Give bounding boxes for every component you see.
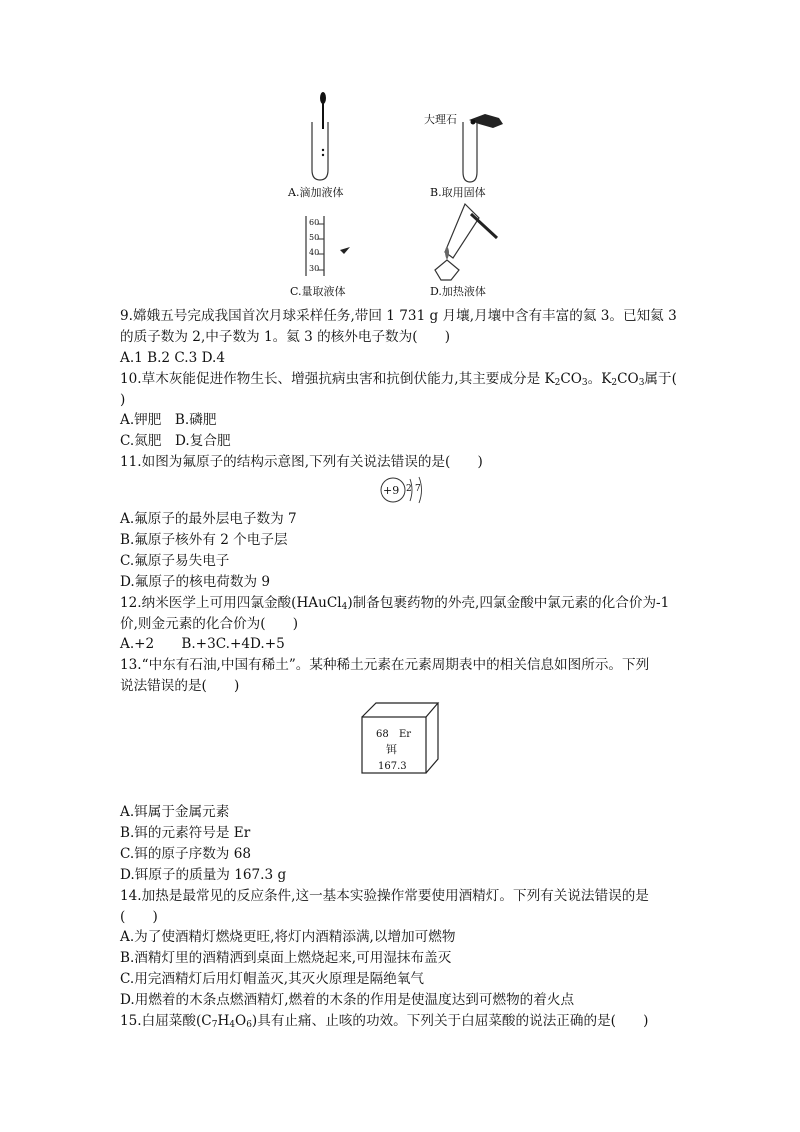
cylinder-tick-50: 50: [309, 233, 320, 242]
q11-option-c: C.氟原子易失电子: [120, 552, 230, 569]
q14-line1: 14.加热是最常见的反应条件,这一基本实验操作常要使用酒精灯。下列有关说法错误的是: [120, 887, 649, 904]
q14-option-c: C.用完酒精灯后用灯帽盖灭,其灭火原理是隔绝氧气: [120, 971, 425, 988]
q15-stem: 15.白屈菜酸$(C_7H_4O_6)$具有止痛、止咳的功效。下列关于白屈菜酸的说法正确的是( ): [120, 1013, 649, 1031]
q13-line1: 13.“中东有石油,中国有稀土”。某种稀土元素在元素周期表中的相关信息如图所示。下列: [120, 657, 650, 674]
question-body: [120, 306, 690, 1032]
q13-option-c: C.铒的原子序数为 68: [120, 845, 252, 862]
q11-option-d: D.氟原子的核电荷数为 9: [120, 573, 271, 590]
dropper-test-tube-figure: [290, 92, 350, 184]
atom-shell1-label: 2: [406, 484, 412, 495]
q12-line2: 价,则金元素的化合价为( ): [120, 615, 299, 632]
element-symbol: Er: [399, 729, 412, 741]
q11-option-b: B.氟原子核外有 2 个电子层: [120, 532, 288, 549]
experiment-figures: [0, 0, 800, 310]
q13-option-a: A.铒属于金属元素: [120, 804, 230, 821]
element-name: 铒: [386, 743, 397, 757]
element-number: 68: [376, 729, 389, 741]
q10-line1: 10.草木灰能促进作物生长、增强抗病虫害和抗倒伏能力,其主要成分是 $K_2CO_3$。$K_2CO_3$属于(: [120, 370, 677, 388]
q10-options-ab: A.钾肥 B.磷肥: [120, 412, 217, 429]
cylinder-tick-40: 40: [309, 248, 320, 257]
atom-shell2-label: 7: [415, 484, 421, 495]
q10-options-cd: C.氮肥 D.复合肥: [120, 433, 231, 450]
q14-option-a: A.为了使酒精灯燃烧更旺,将灯内酒精添满,以增加可燃物: [120, 929, 456, 946]
heating-test-tube-figure: [425, 200, 505, 284]
q12-options: A.+2 B.+3C.+4D.+5: [120, 636, 285, 653]
q14-option-b: B.酒精灯里的酒精洒到桌面上燃烧起来,可用湿抹布盖灭: [120, 950, 452, 967]
q13-line2: 说法错误的是( ): [120, 678, 240, 695]
cylinder-tick-30: 30: [309, 264, 320, 273]
q11-stem: 11.如图为氟原子的结构示意图,下列有关说法错误的是( ): [120, 454, 483, 471]
cylinder-tick-60: 60: [309, 218, 320, 227]
element-mass: 167.3: [378, 761, 407, 773]
periodic-table-cell: [120, 697, 690, 802]
figure-d-caption: D.加热液体: [430, 285, 486, 298]
figure-b-label: 大理石: [424, 113, 457, 126]
q13-option-b: B.铒的元素符号是 Er: [120, 825, 251, 842]
atom-nucleus-label: +9: [383, 484, 400, 498]
q9-line1: 9.嫦娥五号完成我国首次月球采样任务,带回 1 731 g 月壤,月壤中含有丰富的氦 3。已知氦 3: [120, 308, 677, 324]
q13-option-d: D.铒原子的质量为 167.3 g: [120, 866, 287, 883]
q14-option-d: D.用燃着的木条点燃酒精灯,燃着的木条的作用是使温度达到可燃物的着火点: [120, 992, 575, 1009]
figure-b-caption: B.取用固体: [430, 186, 486, 199]
tweezers-test-tube-figure: [455, 108, 510, 188]
q12-line1: 12.纳米医学上可用四氯金酸(HAuCl$_4$)制备包裹药物的外壳,四氯金酸中氯元素的化合价为-1: [120, 594, 670, 612]
q9-line2: 的质子数为 2,中子数为 1。氦 3 的核外电子数为( ): [120, 328, 451, 345]
q11-option-a: A.氟原子的最外层电子数为 7: [120, 511, 297, 528]
q10-line2: ): [120, 391, 126, 408]
q14-line2: ( ): [120, 908, 158, 925]
figure-c-caption: C.量取液体: [290, 285, 346, 298]
q9-options: A.1 B.2 C.3 D.4: [120, 349, 225, 366]
graduated-cylinder-figure: [296, 214, 362, 280]
fluorine-atom-diagram: [120, 473, 690, 509]
figure-a-caption: A.滴加液体: [288, 186, 344, 199]
